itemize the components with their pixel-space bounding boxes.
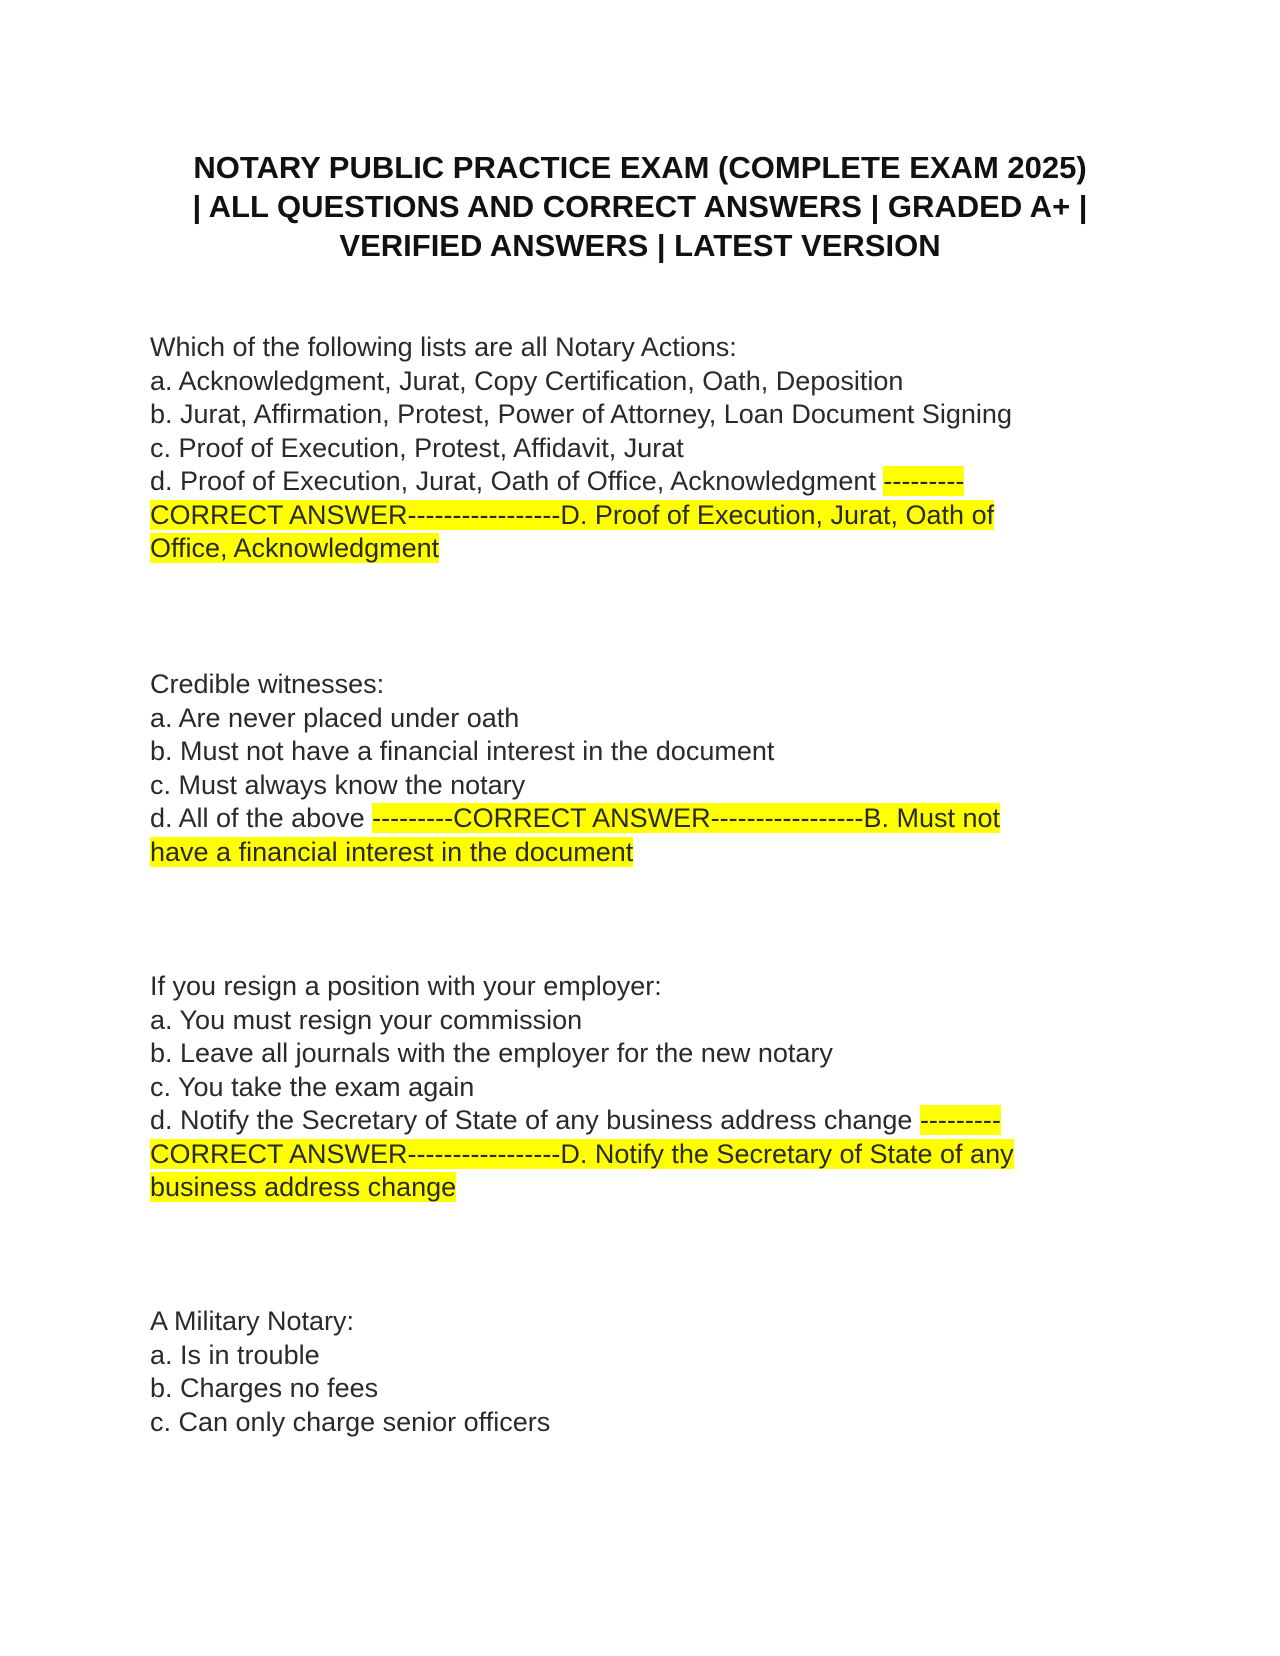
option-d: d. All of the above [150, 803, 373, 833]
correct-answer-highlight: ---------CORRECT ANSWER-----------------B. Must not [372, 803, 1001, 833]
correct-answer-highlight: CORRECT ANSWER-----------------D. Notify the Secretary of State of any [150, 1138, 1014, 1169]
correct-answer-line [150, 532, 1150, 566]
option-d-line [150, 802, 1150, 836]
option-c: c. Can only charge senior officers [150, 1406, 551, 1437]
option-c: c. Must always know the notary [150, 769, 526, 800]
document-title [140, 148, 1140, 265]
option-b: b. Leave all journals with the employer for the new notary [150, 1038, 833, 1068]
question-stem: If you resign a position with your employer: [150, 971, 662, 1001]
correct-answer-highlight: business address change [150, 1172, 457, 1202]
correct-answer-line [150, 836, 1150, 870]
option-d-line [150, 465, 1150, 499]
title-line-3: VERIFIED ANSWERS | LATEST VERSION [339, 228, 941, 263]
option-b: b. Charges no fees [150, 1373, 379, 1403]
question-stem: Which of the following lists are all Notary Actions: [150, 332, 737, 362]
option-a: a. Acknowledgment, Jurat, Copy Certification, Oath, Deposition [150, 365, 904, 396]
option-a: a. You must resign your commission [150, 1004, 583, 1035]
option-a: a. Are never placed under oath [150, 702, 520, 733]
question-1 [150, 331, 1150, 566]
correct-answer-highlight: Office, Acknowledgment [150, 533, 440, 563]
correct-answer-line [150, 499, 1150, 533]
correct-answer-highlight: have a financial interest in the document [150, 836, 634, 867]
question-stem: Credible witnesses: [150, 669, 385, 699]
correct-answer-highlight: --------- [883, 466, 965, 496]
option-a: a. Is in trouble [150, 1339, 320, 1370]
correct-answer-line [150, 1171, 1150, 1205]
question-3 [150, 970, 1150, 1205]
correct-answer-highlight: --------- [919, 1105, 1001, 1135]
option-d: d. Proof of Execution, Jurat, Oath of Office, Acknowledgment [150, 466, 884, 496]
question-4 [150, 1305, 1150, 1439]
title-line-2: | ALL QUESTIONS AND CORRECT ANSWERS | GRADED A+ | [192, 189, 1088, 224]
title-line-1: NOTARY PUBLIC PRACTICE EXAM (COMPLETE EXAM 2025) [193, 150, 1087, 185]
option-d-line [150, 1104, 1150, 1138]
option-c: c. Proof of Execution, Protest, Affidavit, Jurat [150, 432, 684, 463]
option-d: d. Notify the Secretary of State of any business address change [150, 1105, 920, 1135]
option-c: c. You take the exam again [150, 1071, 475, 1102]
correct-answer-highlight: CORRECT ANSWER-----------------D. Proof of Execution, Jurat, Oath of [150, 499, 995, 530]
option-b: b. Must not have a financial interest in the document [150, 736, 775, 766]
question-stem: A Military Notary: [150, 1306, 355, 1336]
correct-answer-line [150, 1138, 1150, 1172]
question-2 [150, 668, 1150, 869]
option-b: b. Jurat, Affirmation, Protest, Power of Attorney, Loan Document Signing [150, 399, 1012, 429]
